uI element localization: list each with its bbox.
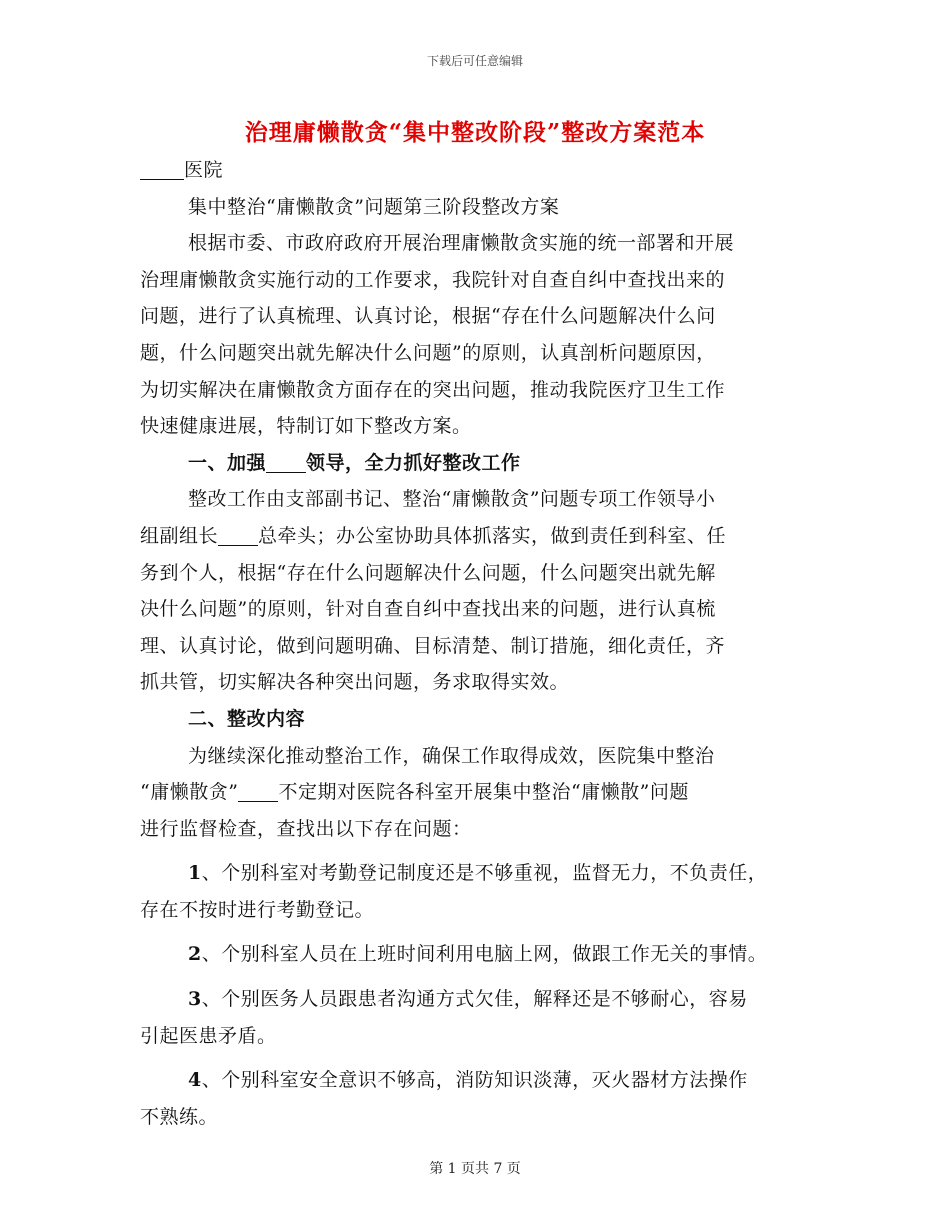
blank-underline: [266, 451, 306, 473]
section-1-heading-post: 领导，全力抓好整改工作: [306, 451, 521, 474]
blank-underline: [218, 524, 258, 546]
issue-text: 、个别科室人员在上班时间利用电脑上网，做跟工作无关的事情。: [201, 943, 768, 966]
issue-number: 3: [188, 988, 202, 1011]
section-1-line: 理、认真讨论，做到问题明确、目标清楚、制订措施，细化责任，齐: [140, 634, 726, 657]
issue-text: 、个别医务人员跟患者沟通方式欠佳，解释还是不够耐心，容易: [201, 988, 748, 1011]
hospital-line: [140, 152, 820, 189]
issue-continuation: 引起医患矛盾。: [140, 1024, 277, 1047]
section-2-line-post: 不定期对医院各科室开展集中整治“庸懒散”问题: [278, 781, 689, 804]
intro-line: 为切实解决在庸懒散贪方面存在的突出问题，推动我院医疗卫生工作: [140, 378, 726, 401]
intro-line: 根据市委、市政府政府开展治理庸懒散贪实施的统一部署和开展: [188, 232, 735, 255]
section-1-line: 决什么问题”的原则，针对自查自纠中查找出来的问题，进行认真梳: [140, 598, 716, 621]
section-2-line: 进行监督检查，查找出以下存在问题：: [140, 817, 472, 840]
section-1-heading-pre: 一、加强: [188, 451, 267, 474]
document-subtitle: 集中整治“庸懒散贪”问题第三阶段整改方案: [188, 195, 560, 218]
document-title: 治理庸懒散贪“集中整改阶段”整改方案范本: [244, 119, 706, 146]
intro-line: 题，什么问题突出就先解决什么问题”的原则，认真剖析问题原因，: [140, 341, 716, 364]
section-2-heading: 二、整改内容: [188, 707, 306, 730]
issue-item: [140, 936, 820, 973]
section-1-line: [140, 518, 820, 555]
issue-number: 4: [188, 1069, 202, 1092]
intro-line: 快速健康进展，特制订如下整改方案。: [140, 415, 472, 438]
page-header-note: 下载后可任意编辑: [426, 54, 523, 68]
section-1-line-pre: 组副组长: [140, 524, 219, 547]
issue-text: 、个别科室对考勤登记制度还是不够重视，监督无力，不负责任，: [201, 862, 768, 885]
page-footer: 第 1 页共 7 页: [429, 1161, 521, 1177]
issue-number: 2: [188, 943, 202, 966]
issue-text: 、个别科室安全意识不够高，消防知识淡薄，灭火器材方法操作: [201, 1069, 748, 1092]
blank-underline: [238, 780, 278, 802]
document-body: [140, 152, 820, 1135]
section-1-line-post: 总牵头；办公室协助具体抓落实，做到责任到科室、任: [258, 524, 727, 547]
hospital-suffix: 医院: [184, 159, 224, 181]
section-1-line: 务到个人，根据“存在什么问题解决什么问题，什么问题突出就先解: [140, 561, 716, 584]
intro-line: 问题，进行了认真梳理、认真讨论，根据“存在什么问题解决什么问: [140, 305, 716, 328]
issue-number: 1: [188, 862, 202, 885]
intro-line: 治理庸懒散贪实施行动的工作要求，我院针对自查自纠中查找出来的: [140, 268, 726, 291]
section-2-line: 为继续深化推动整治工作，确保工作取得成效，医院集中整治: [188, 744, 715, 767]
section-2-line: [140, 774, 820, 811]
issue-item: [140, 981, 820, 1018]
section-1-heading: [140, 445, 820, 482]
section-2-line-pre: “庸懒散贪”: [140, 781, 239, 804]
issue-item: [140, 1062, 820, 1099]
section-1-line: 整改工作由支部副书记、整治“庸懒散贪”问题专项工作领导小: [188, 488, 716, 511]
section-1-line: 抓共管，切实解决各种突出问题，务求取得实效。: [140, 671, 570, 694]
issue-continuation: 不熟练。: [140, 1105, 219, 1128]
issue-item: [140, 855, 820, 892]
issue-continuation: 存在不按时进行考勤登记。: [140, 898, 375, 921]
blank-underline: [140, 158, 184, 180]
